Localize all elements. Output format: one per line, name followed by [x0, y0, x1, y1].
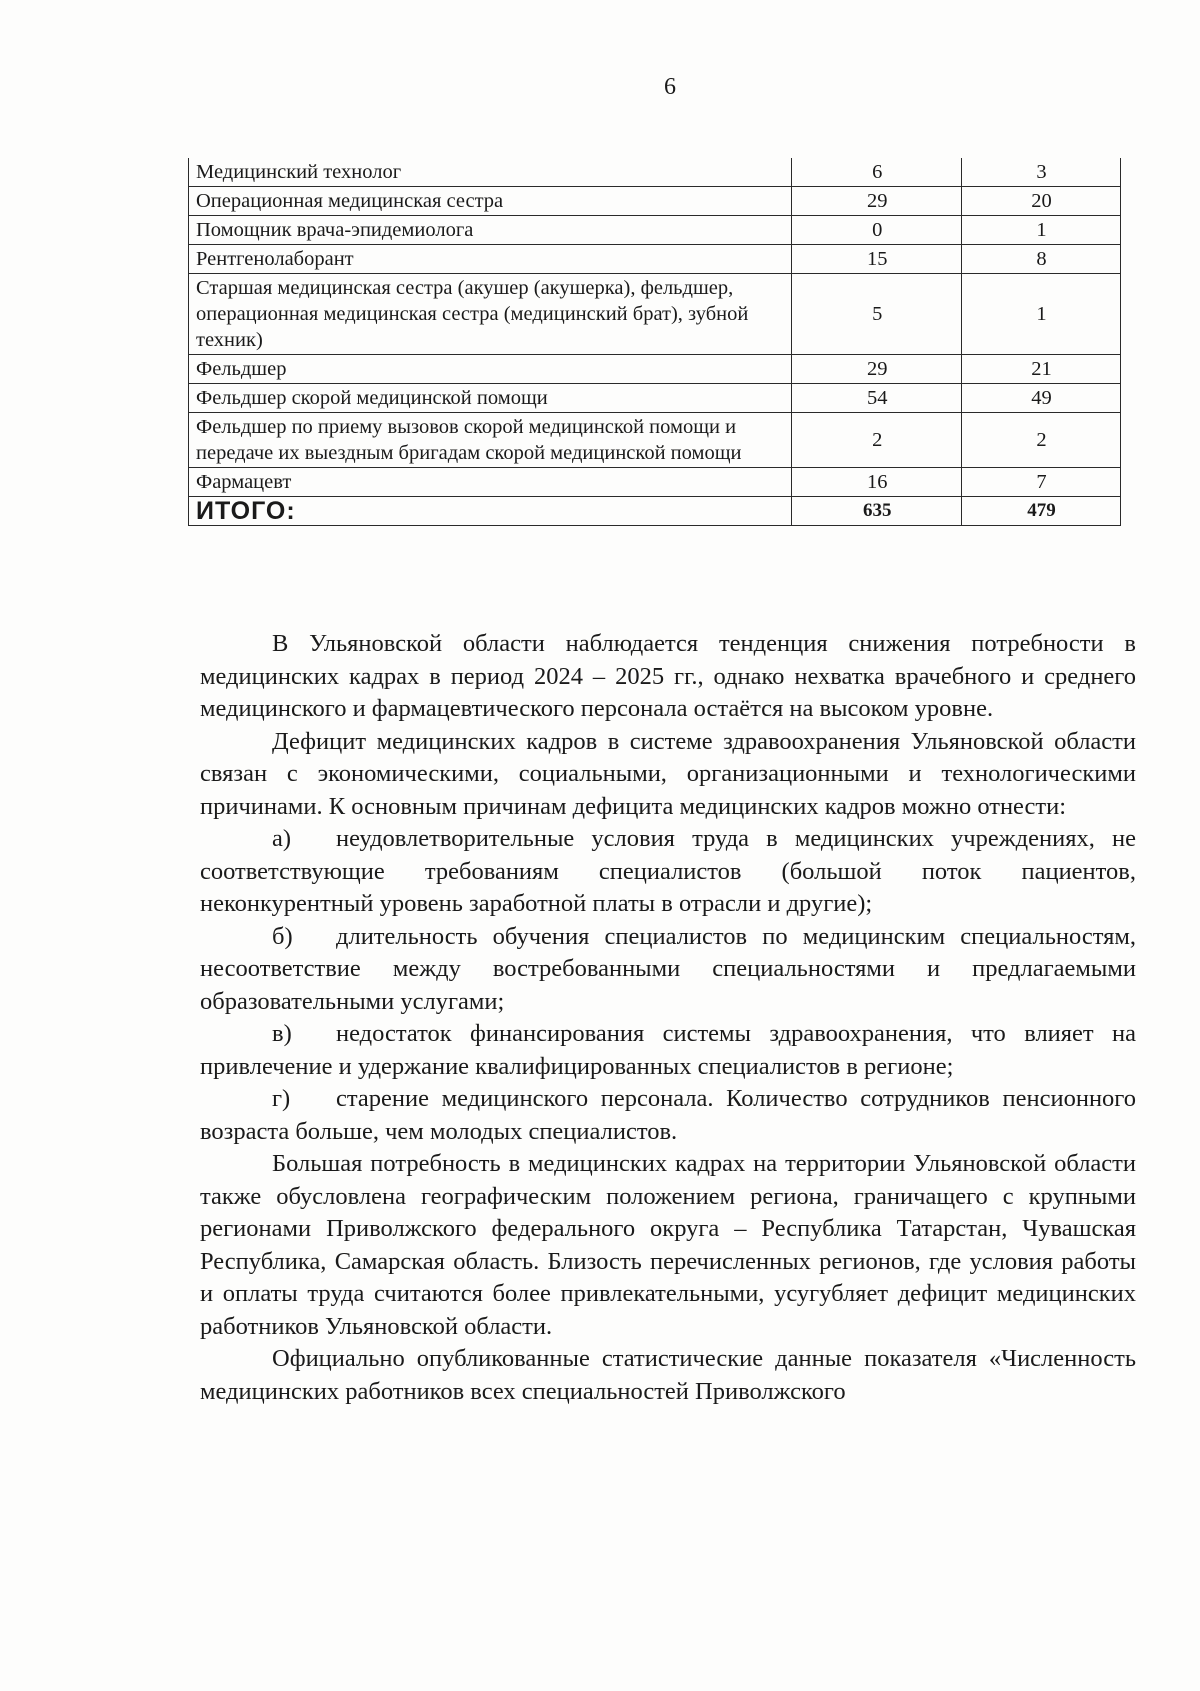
row-value-1: 29 — [792, 187, 962, 216]
table-row — [189, 468, 1121, 497]
row-value-1: 5 — [792, 274, 962, 355]
total-label: ИТОГО: — [189, 497, 792, 526]
row-value-1: 0 — [792, 216, 962, 245]
table-row — [189, 384, 1121, 413]
list-item — [200, 1083, 1136, 1148]
list-item-text: длительность обучения специалистов по медицинским специальностям, несоответствие между востребованными специальностями и предлагаемыми образовательными услугами; — [200, 922, 1136, 1015]
row-name: Фармацевт — [189, 468, 792, 497]
row-value-2: 20 — [961, 187, 1120, 216]
row-value-2: 7 — [961, 468, 1120, 497]
staff-table — [188, 158, 1121, 526]
row-name: Фельдшер скорой медицинской помощи — [189, 384, 792, 413]
row-value-1: 54 — [792, 384, 962, 413]
row-value-2: 8 — [961, 245, 1120, 274]
list-marker: а) — [272, 825, 292, 852]
paragraph-statistics: Официально опубликованные статистические данные показателя «Численность медицинских работников всех специальностей Приволжского — [200, 1345, 1136, 1405]
list-marker: г) — [272, 1085, 291, 1112]
row-value-2: 1 — [961, 216, 1120, 245]
total-value-1: 635 — [792, 497, 962, 526]
list-item — [200, 921, 1136, 1019]
row-name: Старшая медицинская сестра (акушер (акушерка), фельдшер, операционная медицинская сестра (медицинский брат), зубной техник) — [189, 274, 792, 355]
row-name: Фельдшер по приему вызовов скорой медицинской помощи и передаче их выездным бригадам скорой медицинской помощи — [189, 413, 792, 468]
paragraph-geography: Большая потребность в медицинских кадрах на территории Ульяновской области также обусловлена географическим положением региона, граничащего с крупными регионами Приволжского федерального округа – Республика Татарстан, Чувашская Республика, Самарская область. Близость перечисленных регионов, где условия работы и оплаты труда считаются более привлекательными, усугубляет дефицит медицинских работников Ульяновской области. — [200, 1150, 1136, 1340]
list-marker: б) — [272, 922, 293, 950]
table-row — [189, 245, 1121, 274]
list-item-text: старение медицинского персонала. Количество сотрудников пенсионного возраста больше, чем молодых специалистов. — [200, 1085, 1136, 1145]
row-value-1: 6 — [792, 158, 962, 187]
list-marker: в) — [272, 1020, 292, 1047]
table-total-row — [189, 497, 1121, 526]
paragraph-deficit: Дефицит медицинских кадров в системе здравоохранения Ульяновской области связан с экономическими, социальными, организационными и технологическими причинами. К основным причинам дефицита медицинских кадров можно отнести: — [200, 727, 1136, 820]
row-value-2: 49 — [961, 384, 1120, 413]
table-row — [189, 274, 1121, 355]
table-row — [189, 216, 1121, 245]
row-value-2: 2 — [961, 413, 1120, 468]
row-name: Фельдшер — [189, 355, 792, 384]
row-value-2: 1 — [961, 274, 1120, 355]
body-text — [200, 628, 1136, 1408]
row-value-1: 2 — [792, 413, 962, 468]
row-value-2: 3 — [961, 158, 1120, 187]
row-value-1: 16 — [792, 468, 962, 497]
list-item — [200, 1018, 1136, 1083]
table-row — [189, 158, 1121, 187]
list-item-text: неудовлетворительные условия труда в медицинских учреждениях, не соответствующие требованиям специалистов (большой поток пациентов, неконкурентный уровень заработной платы в отрасли и другие); — [200, 825, 1136, 917]
row-name: Рентгенолаборант — [189, 245, 792, 274]
row-value-1: 29 — [792, 355, 962, 384]
list-item-text: недостаток финансирования системы здравоохранения, что влияет на привлечение и удержание квалифицированных специалистов в регионе; — [200, 1020, 1136, 1080]
list-item — [200, 823, 1136, 921]
row-name: Помощник врача-эпидемиолога — [189, 216, 792, 245]
table-row — [189, 413, 1121, 468]
row-value-1: 15 — [792, 245, 962, 274]
page-number: 6 — [664, 74, 676, 100]
row-value-2: 21 — [961, 355, 1120, 384]
total-value-2: 479 — [961, 497, 1120, 526]
paragraph-trend: В Ульяновской области наблюдается тенденция снижения потребности в медицинских кадрах в период 2024 – 2025 гг., однако нехватка врачебного и среднего медицинского и фармацевтического персонала остаётся на высоком уровне. — [200, 630, 1136, 722]
row-name: Медицинский технолог — [189, 158, 792, 187]
row-name: Операционная медицинская сестра — [189, 187, 792, 216]
table-row — [189, 355, 1121, 384]
table-row — [189, 187, 1121, 216]
